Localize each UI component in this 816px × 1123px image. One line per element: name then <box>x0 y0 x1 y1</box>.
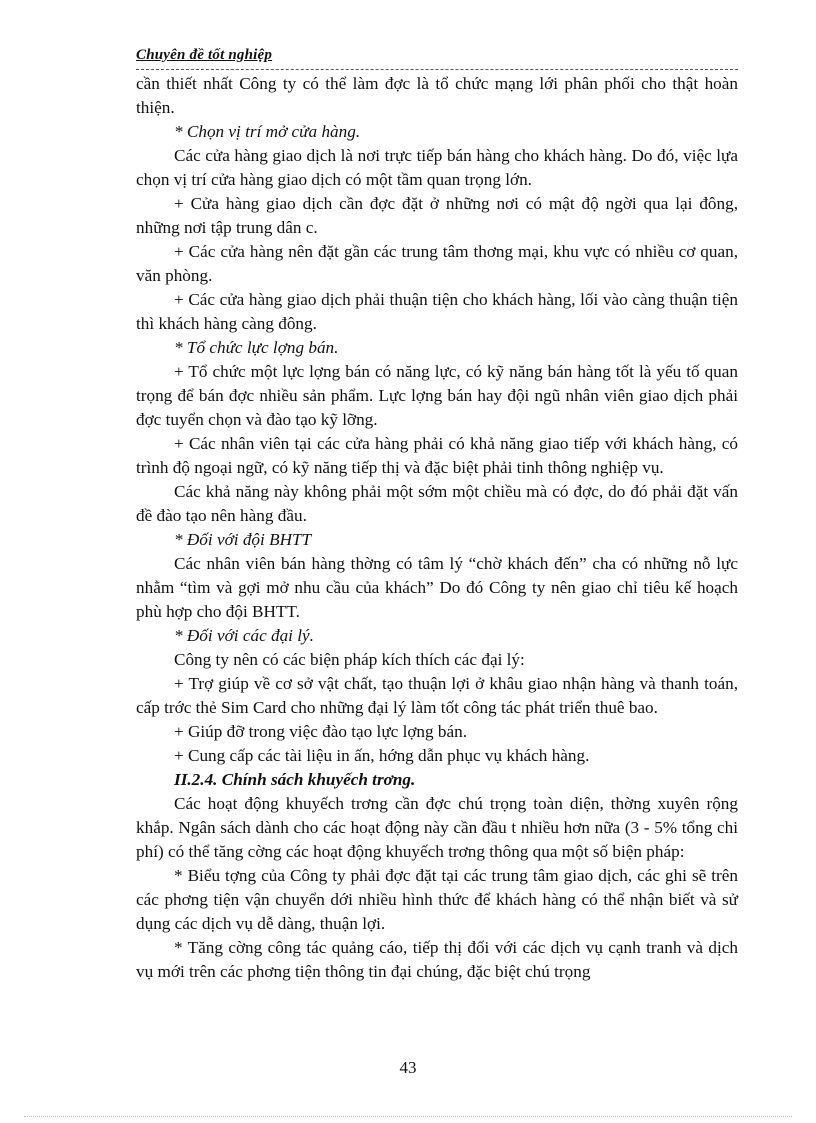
list-item: + Trợ giúp về cơ sở vật chất, tạo thuận lợi ở khâu giao nhận hàng và thanh toán, cấp trớc thẻ Sim Card cho những đại lý làm tốt công tác phát triển thuê bao. <box>136 674 738 717</box>
list-item: * Tăng cờng công tác quảng cáo, tiếp thị đối với các dịch vụ cạnh tranh và dịch vụ mới trên các phơng tiện thông tin đại chúng, đặc biệt chú trọng <box>136 938 738 981</box>
paragraph: Các khả năng này không phải một sớm một chiều mà có đợc, do đó phải đặt vấn đề đào tạo nên hàng đầu. <box>136 482 738 525</box>
list-item: + Cung cấp các tài liệu in ấn, hớng dẫn phục vụ khách hàng. <box>174 746 590 765</box>
list-item: + Giúp đỡ trong việc đào tạo lực lợng bán. <box>174 722 468 741</box>
page-number: 43 <box>399 1058 417 1077</box>
paragraph: Công ty nên có các biện pháp kích thích các đại lý: <box>174 650 525 669</box>
list-item: * Biểu tợng của Công ty phải đợc đặt tại các trung tâm giao dịch, các ghi sẽ trên các phơng tiện vận chuyển dới nhiều hình thức để khách hàng có thể nhận biết và sử dụng các dịch vụ dễ dàng, thuận lợi. <box>136 866 738 933</box>
subheading-store-location: * Chọn vị trí mở cửa hàng. <box>174 122 361 141</box>
list-item: + Các cửa hàng nên đặt gần các trung tâm thơng mại, khu vực có nhiều cơ quan, văn phòng. <box>136 242 738 285</box>
subheading-bhtt: * Đối với đội BHTT <box>174 530 312 549</box>
paragraph-continuation: cần thiết nhất Công ty có thể làm đợc là tổ chức mạng lới phân phối cho thật hoàn thiện. <box>136 74 738 117</box>
list-item: + Các nhân viên tại các cửa hàng phải có khả năng giao tiếp với khách hàng, có trình độ ngoại ngữ, có kỹ năng tiếp thị và đặc biệt phải tinh thông nghiệp vụ. <box>136 434 738 477</box>
footer-divider <box>24 1116 792 1117</box>
paragraph: Các cửa hàng giao dịch là nơi trực tiếp bán hàng cho khách hàng. Do đó, việc lựa chọn vị trí cửa hàng giao dịch có một tầm quan trọng lớn. <box>136 146 738 189</box>
subheading-sales-force: * Tổ chức lực lợng bán. <box>174 338 339 357</box>
body-text <box>136 72 738 984</box>
paragraph: Các nhân viên bán hàng thờng có tâm lý “chờ khách đến” cha có những nỗ lực nhằm “tìm và gợi mở nhu cầu của khách” Do đó Công ty nên giao chỉ tiêu kế hoạch phù hợp cho đội BHTT. <box>136 554 738 621</box>
list-item: + Cửa hàng giao dịch cần đợc đặt ở những nơi có mật độ ngời qua lại đông, những nơi tập trung dân c. <box>136 194 738 237</box>
section-heading: II.2.4. Chính sách khuyếch trơng. <box>174 770 416 789</box>
list-item: + Các cửa hàng giao dịch phải thuận tiện cho khách hàng, lối vào càng thuận tiện thì khách hàng càng đông. <box>136 290 738 333</box>
header-title: Chuyên đề tốt nghiệp <box>136 47 273 63</box>
running-header <box>136 47 738 70</box>
paragraph: Các hoạt động khuyếch trơng cần đợc chú trọng toàn diện, thờng xuyên rộng khắp. Ngân sách dành cho các hoạt động này cần đầu t nhiều hơn nữa (3 - 5% tổng chi phí) có thể tăng cờng các hoạt động khuyếch trơng thông qua một số biện pháp: <box>136 794 738 861</box>
subheading-agents: * Đối với các đại lý. <box>174 626 314 645</box>
list-item: + Tổ chức một lực lợng bán có năng lực, có kỹ năng bán hàng tốt là yếu tố quan trọng để bán đợc nhiều sản phẩm. Lực lợng bán hay đội ngũ nhân viên giao dịch phải đợc tuyển chọn và đào tạo kỹ lỡng. <box>136 362 738 429</box>
